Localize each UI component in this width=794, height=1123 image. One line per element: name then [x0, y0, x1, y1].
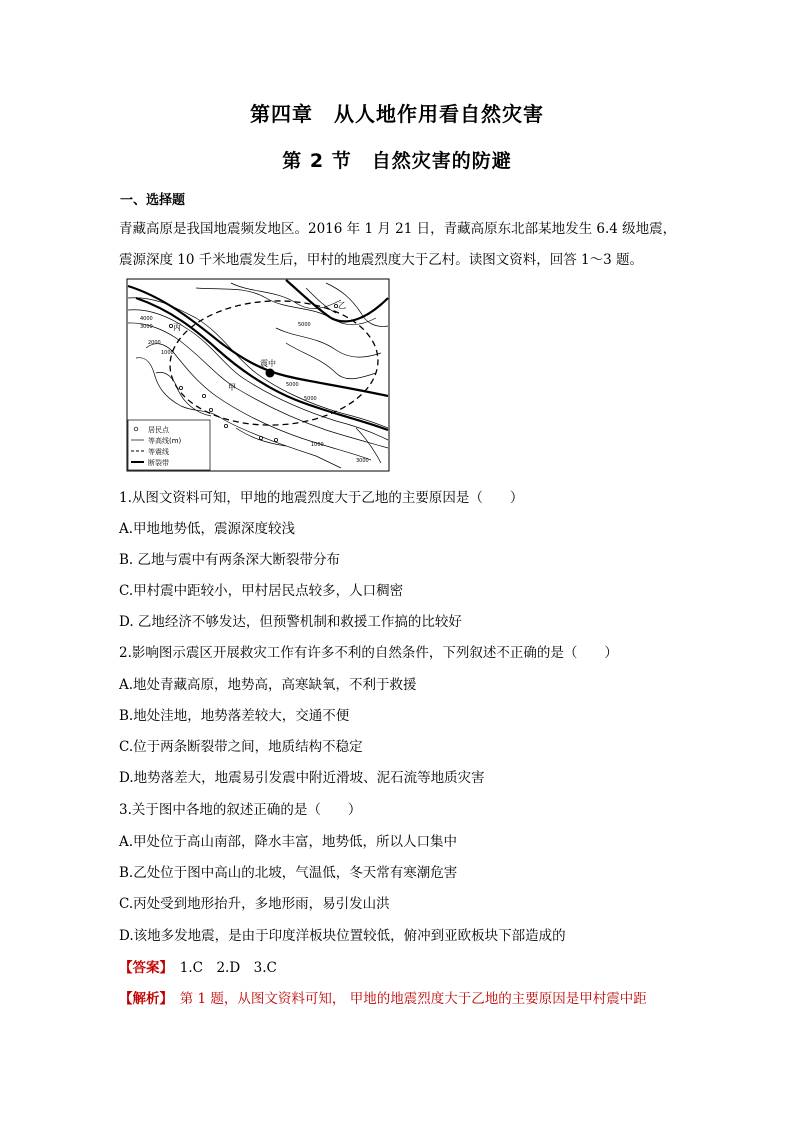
question-1-option-d: D. 乙地经济不够发达，但预警机制和救援工作搞的比较好	[119, 614, 462, 630]
contour-label: 5000	[286, 382, 299, 388]
contour-label: 4000	[140, 316, 153, 322]
analysis-text: 第 1 题，从图文资料可知， 甲地的地震烈度大于乙地的主要原因是甲村震中距	[166, 991, 647, 1007]
contour-label: 5000	[304, 396, 317, 402]
map-legend	[128, 420, 210, 470]
epicenter-marker	[266, 369, 275, 378]
section-heading: 一、选择题	[120, 193, 186, 208]
question-3-option-d: D.该地多发地震，是由于印度洋板块位置较低，俯冲到亚欧板块下部造成的	[119, 928, 566, 944]
contour-label: 5000	[298, 322, 311, 328]
place-label-bing: 丙	[173, 323, 181, 332]
legend-contour: 等高线(m)	[148, 437, 182, 445]
contour-label: 1000	[161, 350, 174, 356]
question-2-option-c: C.位于两条断裂带之间，地质结构不稳定	[119, 739, 363, 755]
answer-label: 【答案】	[119, 960, 167, 976]
contour-label: 3000	[356, 458, 369, 464]
question-3-option-a: A.甲处位于高山南部，降水丰富，地势低，所以人口集中	[119, 834, 458, 850]
legend-fault: 断裂带	[148, 459, 169, 467]
section-title: 第 2 节 自然灾害的防避	[282, 150, 512, 172]
question-1-stem: 1.从图文资料可知，甲地的地震烈度大于乙地的主要原因是（ ）	[119, 490, 524, 506]
earthquake-map	[126, 278, 390, 472]
place-label-yi: 乙	[338, 301, 346, 310]
legend-settlement: 居民点	[148, 426, 169, 434]
answer-line	[119, 956, 277, 976]
answer-text: 1.C 2.D 3.C	[166, 960, 277, 976]
analysis-line	[119, 987, 647, 1007]
question-2-stem: 2.影响图示震区开展救灾工作有许多不利的自然条件，下列叙述不正确的是（ ）	[119, 645, 618, 661]
place-label-jia: 甲	[228, 383, 236, 392]
intro-line-2: 震源深度 10 千米地震发生后，甲村的地震烈度大于乙村。读图文资料，回答 1～3 题。	[119, 252, 644, 268]
question-2-option-d: D.地势落差大，地震易引发震中附近滑坡、泥石流等地质灾害	[119, 770, 485, 786]
question-2-option-a: A.地处青藏高原，地势高，高寒缺氧，不利于救援	[119, 677, 417, 693]
question-1-option-c: C.甲村震中距较小，甲村居民点较多，人口稠密	[119, 583, 404, 599]
intro-line-1: 青藏高原是我国地震频发地区。2016 年 1 月 21 日，青藏高原东北部某地发生 6.4 级地震，	[119, 221, 677, 237]
contour-label: 3000	[140, 324, 153, 330]
question-3-stem: 3.关于图中各地的叙述正确的是（ ）	[119, 802, 362, 818]
chapter-title: 第四章 从人地作用看自然灾害	[250, 102, 544, 126]
place-label-epicenter: 震中	[260, 359, 276, 368]
question-2-option-b: B.地处洼地，地势落差较大，交通不便	[119, 708, 350, 724]
analysis-label: 【解析】	[119, 991, 167, 1007]
contour-label: 2000	[148, 340, 161, 346]
question-3-option-c: C.丙处受到地形抬升，多地形雨，易引发山洪	[119, 896, 390, 912]
contour-label: 1000	[311, 442, 324, 448]
legend-isoseismal: 等震线	[148, 448, 169, 456]
question-1-option-b: B. 乙地与震中有两条深大断裂带分布	[119, 552, 341, 568]
question-1-option-a: A.甲地地势低，震源深度较浅	[119, 521, 296, 537]
question-3-option-b: B.乙处位于图中高山的北坡，气温低，冬天常有寒潮危害	[119, 865, 458, 881]
